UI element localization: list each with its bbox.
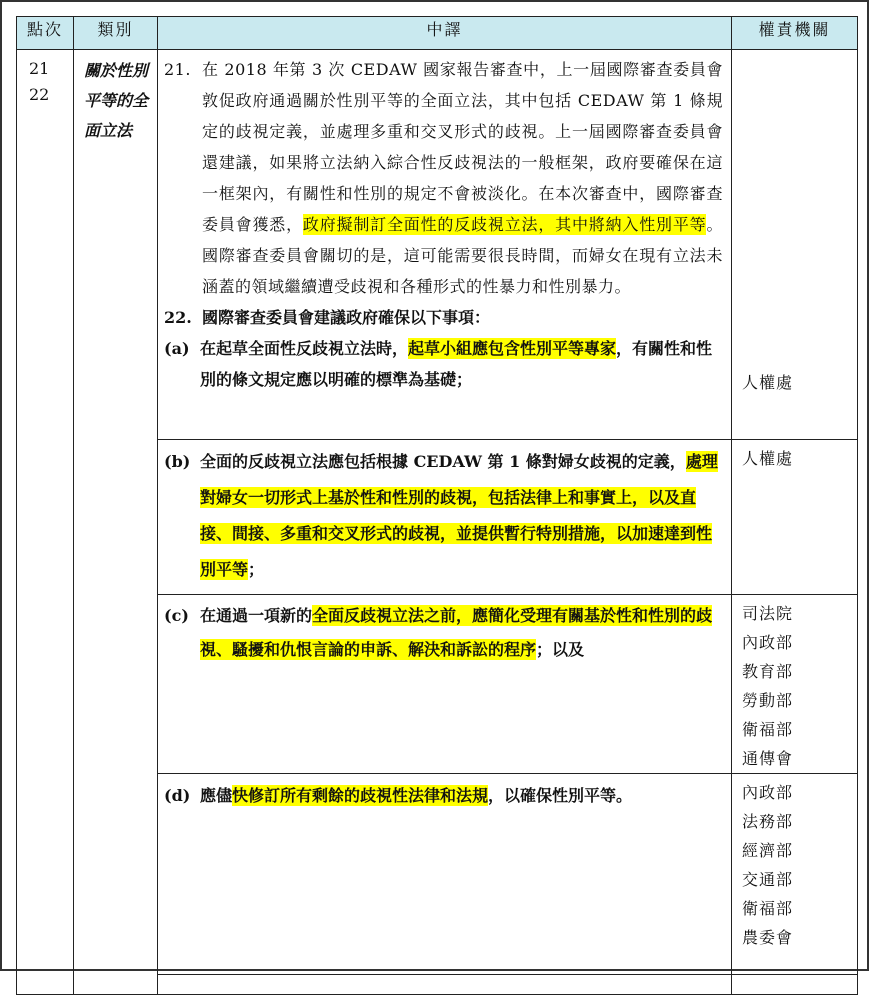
sub-item-text	[200, 444, 723, 588]
sub-item-c	[164, 599, 723, 667]
translation-cell	[158, 595, 732, 774]
agency-cell	[732, 975, 858, 995]
agency-name: 內政部	[742, 633, 794, 652]
sub-item-label: (d)	[164, 786, 191, 805]
point-number: 21	[29, 59, 50, 78]
sub-text-part: ，以確保性別平等。	[488, 786, 633, 805]
agency-cell	[732, 50, 858, 440]
agency-name: 教育部	[742, 662, 794, 681]
header-translation: 中譯	[158, 17, 732, 50]
agency-name: 農委會	[742, 928, 794, 947]
paragraph-text	[202, 54, 723, 302]
sub-item-label: (a)	[164, 339, 190, 358]
agency-cell	[732, 440, 858, 595]
header-point: 點次	[17, 17, 74, 50]
sub-item-text	[200, 599, 723, 667]
category-text: 關於性別平等的全面立法	[84, 61, 149, 140]
highlight: 快修訂所有剩餘的歧視性法律和法規	[232, 786, 489, 805]
paragraph-21	[164, 54, 723, 302]
translation-cell	[158, 440, 732, 595]
highlight: 起草小組應包含性別平等專家	[408, 339, 617, 358]
point-cell	[17, 50, 74, 995]
translation-cell	[158, 975, 732, 995]
agency-name: 交通部	[742, 870, 794, 889]
highlight: 處理對婦女一切形式上基於性和性別的歧視，包括法律上和事實上，以及直接、間接、多重和交叉形式的歧視，並提供暫行特別措施，以加速達到性別平等	[200, 452, 718, 579]
sub-text-part: 在起草全面性反歧視立法時，	[200, 339, 409, 358]
sub-text-part: ；以及	[536, 640, 585, 659]
highlight: 政府擬制訂全面性的反歧視立法，其中將納入性別平等	[302, 215, 707, 234]
header-category: 類別	[74, 17, 158, 50]
agency-cell	[732, 595, 858, 774]
sub-item-text	[200, 780, 723, 811]
translation-cell	[158, 50, 732, 440]
agency-name: 司法院	[742, 604, 794, 623]
table-row	[17, 50, 858, 440]
category-cell	[74, 50, 158, 995]
agency-name: 勞動部	[742, 691, 794, 710]
sub-item-text	[200, 333, 723, 395]
sub-text-part: ，有關性和性別的條文規定應以明確的標準為基礎；	[200, 339, 713, 389]
point-number: 22	[29, 85, 50, 104]
agency-name: 人權處	[742, 449, 794, 468]
translation-cell	[158, 774, 732, 975]
agency-cell	[732, 774, 858, 975]
agency-name: 法務部	[742, 812, 794, 831]
paragraph-text-part: 在 2018 年第 3 次 CEDAW 國家報告審查中，上一屆國際審查委員會敦促政府通過關於性別平等的全面立法，其中包括 CEDAW 第 1 條規定的歧視定義，並處理多重和交叉形式的歧視。上一屆國際審查委員會還建議，如果將立法納入綜合性反歧視法的一般框架，政府要確保在這一框架內，有關性和性別的規定不會被淡化。在本次審查中，國際審查委員會獲悉，	[202, 60, 723, 234]
paragraph-22	[164, 303, 723, 333]
sub-item-label: (b)	[164, 452, 191, 471]
sub-item-d	[164, 780, 723, 811]
agency-name: 內政部	[742, 783, 794, 802]
cedaw-table	[16, 16, 858, 995]
agency-name: 衛福部	[742, 899, 794, 918]
paragraph-text-part: 。國際審查委員會關切的是，這可能需要很長時間，而婦女在現有立法未涵蓋的領域繼續遭受歧視和各種形式的性暴力和性別暴力。	[202, 215, 723, 296]
sub-text-part: 全面的反歧視立法應包括根據 CEDAW 第 1 條對婦女歧視的定義，	[200, 452, 686, 471]
agency-name: 經濟部	[742, 841, 794, 860]
agency-name: 衛福部	[742, 720, 794, 739]
paragraph-number: 21.	[164, 60, 191, 79]
sub-text-part: 應儘	[200, 786, 233, 805]
agency-name: 人權處	[742, 373, 794, 392]
highlight: 全面反歧視立法之前，應簡化受理有關基於性和性別的歧視、騷擾和仇恨言論的申訴、解決和訴訟的程序	[200, 606, 713, 659]
paragraph-number: 22.	[164, 308, 192, 327]
sub-text-part: 在通過一項新的	[200, 606, 313, 625]
sub-item-label: (c)	[164, 606, 189, 625]
header-agency: 權責機關	[732, 17, 858, 50]
sub-text-part: ；	[248, 560, 265, 579]
table-header-row	[17, 17, 858, 50]
sub-item-b	[164, 444, 723, 588]
paragraph-text: 國際審查委員會建議政府確保以下事項：	[202, 308, 491, 327]
sub-item-a	[164, 333, 723, 395]
agency-name: 通傳會	[742, 749, 794, 768]
